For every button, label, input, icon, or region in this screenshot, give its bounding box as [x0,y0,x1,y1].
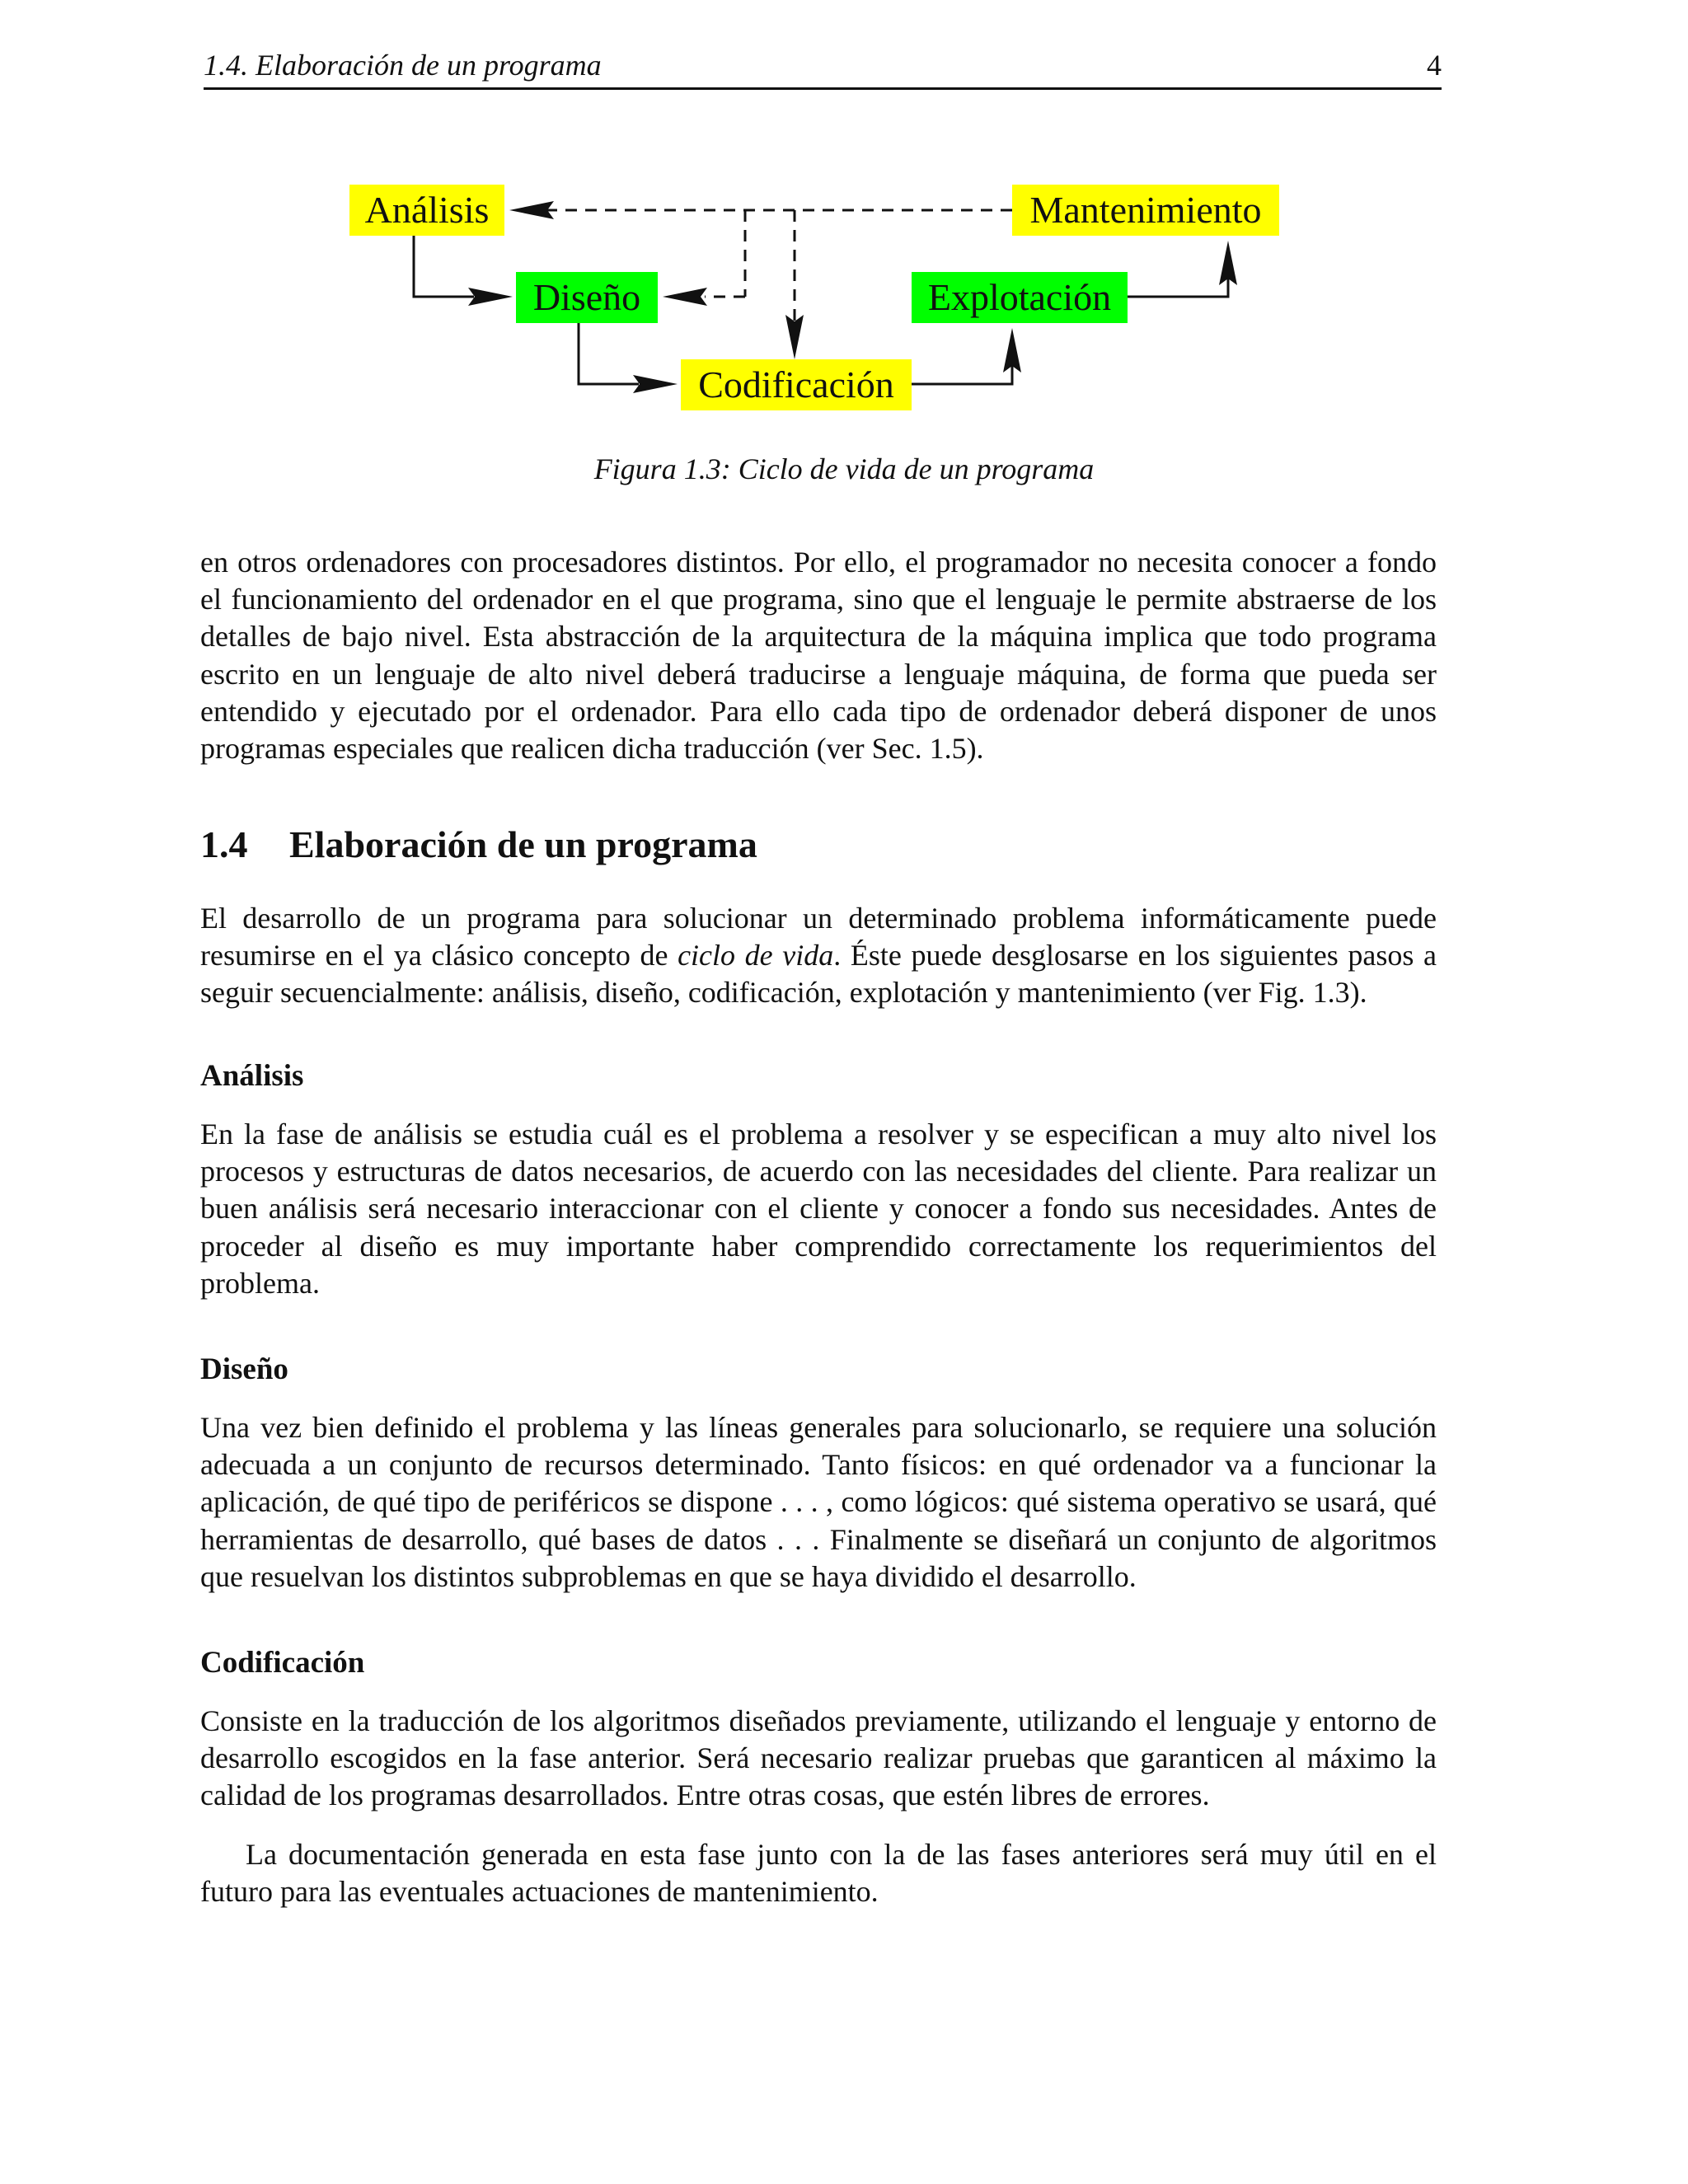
node-analisis: Análisis [349,185,504,236]
lifecycle-arrows [0,0,1688,511]
arrow-codificacion-explotacion [911,354,1012,384]
figure-lifecycle [0,0,1688,511]
section-paragraph-part2: . Éste puede desglosarse en los siguientes pasos a seguir secuencialmente: análisis, diseño, codificación, explotación y mantenimiento (ver Fig. 1.3). [200,939,1437,1010]
section-title: Elaboración de un programa [289,823,757,865]
intro-paragraph: en otros ordenadores con procesadores distintos. Por ello, el programador no necesita conocer a fondo el funcionamiento del ordenador en el que programa, sino que el lenguaje le permite abstraerse de los detalles de bajo nivel. Esta abstracción de la arquitectura de la máquina implica que todo programa escrito en un lenguaje de alto nivel deberá traducirse a lenguaje máquina, de forma que pueda ser entendido y ejecutado por el ordenador. Para ello cada tipo de ordenador deberá disponer de unos programas especiales que realicen dicha traducción (ver Sec. 1.5). [200,546,1437,766]
subsection-text-analisis: En la fase de análisis se estudia cuál es el problema a resolver y se especifican a muy alto nivel los procesos y estructuras de datos necesarios, de acuerdo con las necesidades del cliente. Para realizar un buen análisis será necesario interaccionar con el cliente y conocer a fondo sus necesidades. Antes de proceder al diseño es muy importante haber comprendido correctamente los requerimientos del problema. [200,1118,1437,1300]
arrowhead-to-diseno [663,288,707,306]
arrowhead-analisis-diseno [468,288,513,306]
arrowhead-to-analisis [509,201,554,219]
subsection-title-analisis: Análisis [200,1059,304,1093]
figure-caption [0,452,1688,486]
arrowhead-to-codificacion [785,315,804,359]
figure-caption-text: Ciclo de vida de un programa [738,452,1095,485]
node-explotacion: Explotación [912,272,1128,323]
arrow-explotacion-mantenimiento [1128,265,1228,297]
arrowhead-diseno-codificacion [633,375,678,393]
arrow-analisis-diseno [414,234,474,297]
subsection-text-diseno: Una vez bien definido el problema y las líneas generales para solucionarlo, se requiere una solución adecuada a un conjunto de recursos determinado. Tanto físicos: en qué ordenador va a funcionar la aplicación, de qué tipo de periféricos se dispone . . . , como lógicos: qué sistema operativo se usará, qué herramientas de desarrollo, qué bases de datos . . . Finalmente se diseñará un conjunto de algoritmos que resuelvan los distintos subproblemas en que se haya dividido el desarrollo. [200,1411,1437,1593]
subsection-text-codificacion-2: La documentación generada en esta fase junto con la de las fases anteriores será muy útil en el futuro para las eventuales actuaciones de mantenimiento. [200,1838,1437,1909]
arrowhead-codificacion-explotacion [1003,328,1021,373]
section-paragraph-italic: ciclo de vida [678,939,834,972]
running-title: 1.4. Elaboración de un programa [204,49,602,82]
page-number: 4 [1427,49,1442,82]
node-mantenimiento: Mantenimiento [1012,185,1279,236]
arrow-diseno-codificacion [579,321,639,384]
node-codificacion: Codificación [681,359,912,410]
arrowhead-explotacion-mantenimiento [1219,241,1237,285]
section-paragraph-part1: El desarrollo de un programa para solucionar un determinado problema informáticamente puede resumirse en el ya clásico concepto de [200,902,1437,972]
subsection-text-codificacion-1: Consiste en la traducción de los algoritmos diseñados previamente, utilizando el lenguaje y entorno de desarrollo escogidos en la fase anterior. Será necesario realizar pruebas que garanticen al máximo la calidad de los programas desarrollados. Entre otras cosas, que estén libres de errores. [200,1704,1437,1812]
section-heading [200,823,757,866]
node-diseno: Diseño [516,272,658,323]
section-paragraph [200,900,1437,1012]
subsection-title-diseno: Diseño [200,1352,288,1386]
figure-caption-label: Figura 1.3: [593,452,731,485]
subsection-title-codificacion: Codificación [200,1646,365,1680]
section-number: 1.4 [200,823,248,865]
